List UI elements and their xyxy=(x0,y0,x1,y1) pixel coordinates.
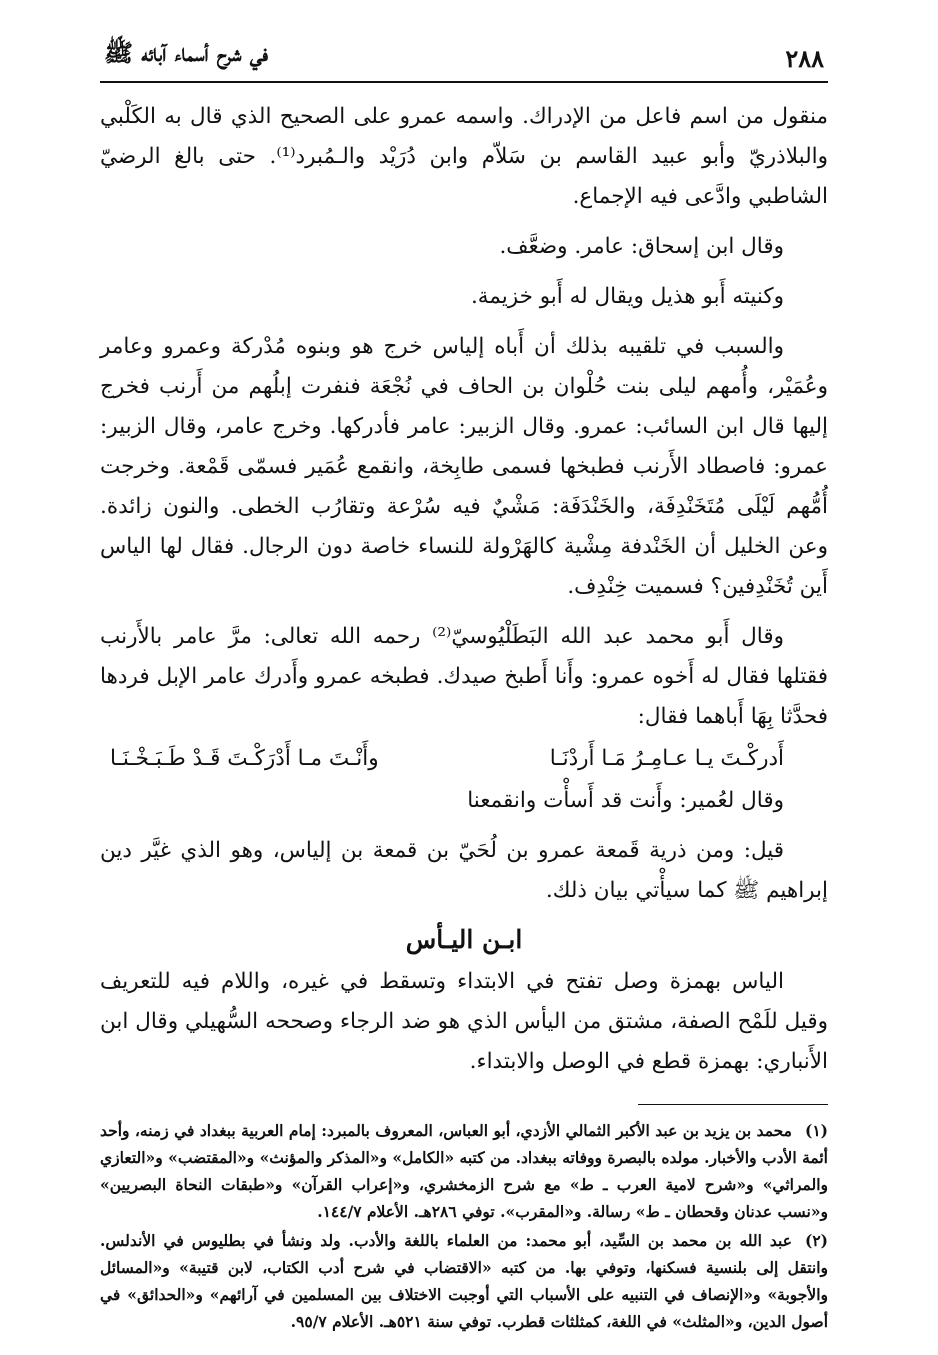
paragraph-4: والسبب في تلقيبه بذلك أن أَباه إلياس خرج هو وبنوه مُدْركة وعمرو وعامر وعُمَيْر، وأُمهم ليلى بنت حُلْوان بن الحاف في نُجْعَة فنفرت إبلُهم من أَرنب فخرج إليها قال ابن السائب: عمرو. وقال الزبير: عامر فأدركها. وخرج عامر، وقال الزبير: عمرو: فاصطاد الأَرنب فطبخها فسمى طابِخة، وانقمع عُمَير فسمّى قَمْعة. وخرجت أُمُّهم لَيْلَى مُتَخَنْدِفَة، والخَنْدَفَة: مَشْيٌ فيه سُرْعة وتقارُب الخطى. والنون زائدة. وعن الخليل أن الخَنْدفة مِشْية كالهَرْولة للنساء خاصة دون الرجال. فقال لها الياس أَين تُخَنْدِفين؟ فسميت خِنْدِف. xyxy=(100,334,828,599)
poem-hemistich-right: أَدركْـتَ يـا عـامِـرُ مَـا أَردْنَـا xyxy=(549,746,784,771)
paragraph-6: وقال لعُمير: وأَنت قد أَسأْت وانقمعنا xyxy=(467,788,784,813)
paragraph-2: وقال ابن إسحاق: عامر. وضعَّف. xyxy=(499,234,784,259)
footnote-2-number: (٢) xyxy=(804,1231,828,1250)
footnote-1 xyxy=(100,1117,828,1225)
paragraph-7: قيل: ومن ذرية قَمعة عمرو بن لُحَيّ بن قمعة بن إلياس، وهو الذي غيَّر دين إبراهيم ﷺ كما سيأْتي بيان ذلك. xyxy=(100,838,828,903)
main-text xyxy=(100,97,828,1082)
footnote-1-number: (١) xyxy=(804,1121,828,1140)
section-heading: ابـن اليـأس xyxy=(405,925,523,954)
footnote-1-text: محمد بن يزيد بن عبد الأكبر الثمالي الأزدي، أبو العباس، المعروف بالمبرد: إمام العربية ببغداد في زمنه، وأحد أئمة الأدب والأخبار. مولده بالبصرة ووفاته ببغداد. من كتبه «الكامل» و«المذكر والمؤنث» و«المقتضب» و«التعازي والمراثي» و«شرح لامية العرب ـ ط» مع شرح الزمخشري، و«إعراب القرآن» و«طبقات النحاة البصريين» و«نسب عدنان وقحطان ـ ط» رسالة. و«المقرب». توفي ٢٨٦هـ. الأعلام ١٤٤/٧. xyxy=(100,1121,828,1221)
footnote-2 xyxy=(100,1227,828,1335)
poem-verse xyxy=(100,737,828,781)
page-header xyxy=(100,38,828,81)
paragraph-1: منقول من اسم فاعل من الإدراك. واسمه عمرو على الصحيح الذي قال به الكَلْبي والبلاذريّ وأبو عبيد القاسم بن سَلاّم وابن دُرَيْد والـمُبرد⁽¹⁾. حتى بالغ الرضيّ الشاطبي وادَّعى فيه الإجماع. xyxy=(100,104,828,209)
paragraph-5: وقال أَبو محمد عبد الله البَطَلْيُوسيّ⁽²⁾ رحمه الله تعالى: مرَّ عامر بالأَرنب فقتلها فقال له أَخوه عمرو: وأَنا أَطبخ صيدك. فطبخه عمرو وأَدرك عامر الإبل فردها فحدَّثا بِهَا أَباهما فقال: xyxy=(100,624,828,729)
page-number: ٢٨٨ xyxy=(785,44,824,73)
paragraph-3: وكنيته أَبو هذيل ويقال له أَبو خزيمة. xyxy=(470,284,784,309)
header-rule xyxy=(100,81,828,83)
footnotes xyxy=(100,1117,828,1335)
section-paragraph-1: الياس بهمزة وصل تفتح في الابتداء وتسقط في غيره، واللام فيه للتعريف وقيل للَمْح الصفة، مشتق من اليأس الذي هو ضد الرجاء وصححه السُّهيلي وقال ابن الأَنباري: بهمزة قطع في الوصل والابتداء. xyxy=(100,969,828,1074)
poem-hemistich-left: وأَنْـتَ مـا أَدْرَكْـتَ قَـدْ طَـبَـخْـنَـا xyxy=(110,746,379,771)
footnote-2-text: عبد الله بن محمد بن السِّيد، أبو محمد: من العلماء باللغة والأدب. ولد ونشأ في بطليوس في الأندلس. وانتقل إلى بلنسية فسكنها، وتوفي بها. من كتبه «الاقتضاب في شرح أدب الكتاب، لابن قتيبة» و«المسائل والأجوبة» و«الإنصاف في التنبيه على الأسباب التي أوجبت الاختلاف بين المسلمين في آرائهم» و«الحدائق» في أصول الدين، و«المثلث» في اللغة، كمثلثات قطرب. توفي سنة ٥٢١هـ. الأعلام ٩٥/٧. xyxy=(100,1231,828,1331)
running-title: في شرح أسماء آبائه ﷺ xyxy=(104,38,269,67)
footnote-rule xyxy=(638,1104,828,1105)
